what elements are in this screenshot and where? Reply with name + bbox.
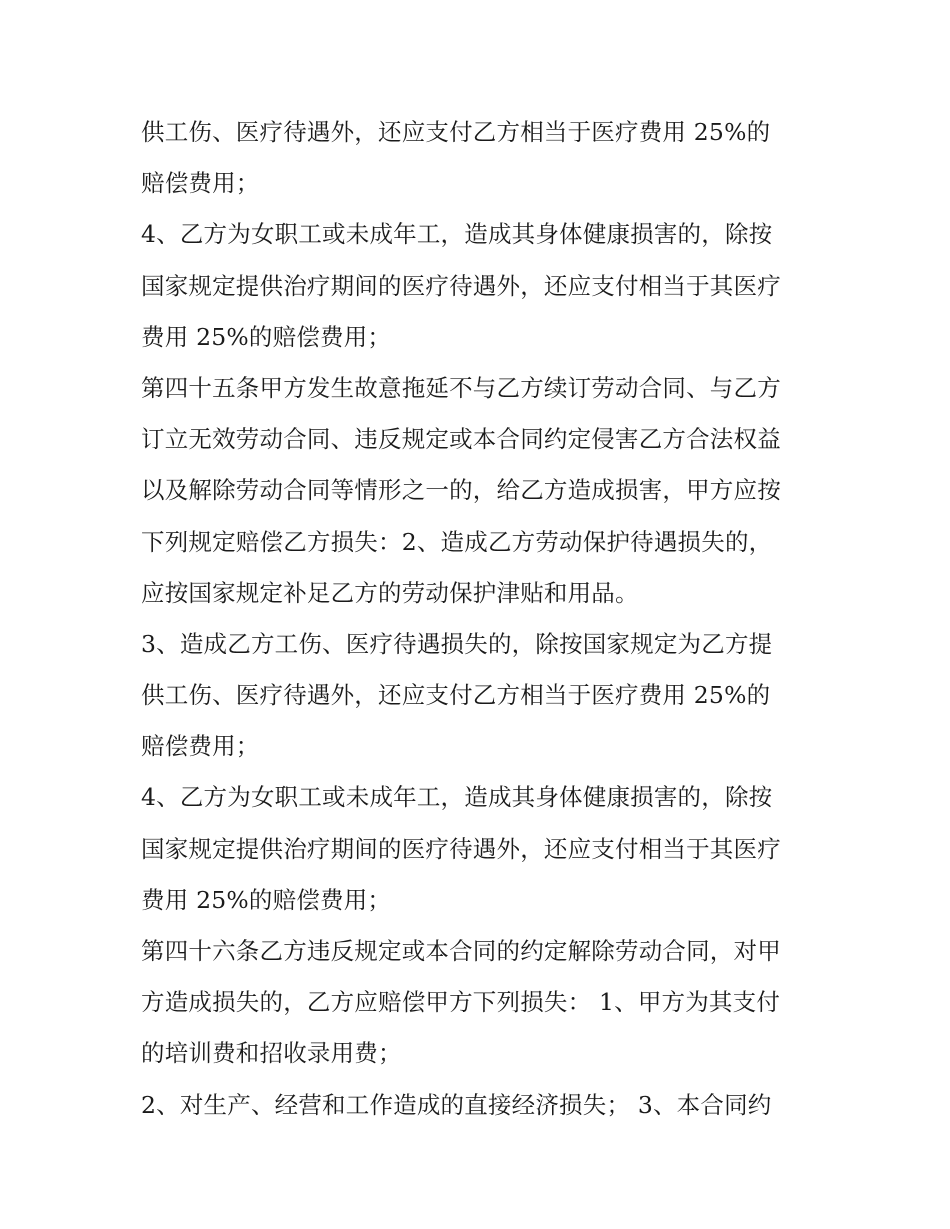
- text-line: 供工伤、医疗待遇外，还应支付乙方相当于医疗费用 25%的: [141, 681, 771, 710]
- text-line: 赔偿费用；: [141, 169, 260, 198]
- text-line: 费用 25%的赔偿费用；: [141, 885, 392, 914]
- text-line: 2、对生产、经营和工作造成的直接经济损失； 3、本合同约: [141, 1090, 772, 1119]
- text-line: 以及解除劳动合同等情形之一的，给乙方造成损害，甲方应按: [141, 476, 781, 505]
- text-line: 订立无效劳动合同、违反规定或本合同约定侵害乙方合法权益: [141, 425, 781, 454]
- text-line: 方造成损失的，乙方应赔偿甲方下列损失： 1、甲方为其支付: [141, 988, 781, 1017]
- text-line: 国家规定提供治疗期间的医疗待遇外，还应支付相当于其医疗: [141, 271, 781, 300]
- text-line: 赔偿费用；: [141, 732, 260, 761]
- text-line: 4、乙方为女职工或未成年工，造成其身体健康损害的，除按: [141, 783, 773, 812]
- text-line: 4、乙方为女职工或未成年工，造成其身体健康损害的，除按: [141, 220, 773, 249]
- text-line: 应按国家规定补足乙方的劳动保护津贴和用品。: [141, 578, 639, 607]
- text-line: 3、造成乙方工伤、医疗待遇损失的，除按国家规定为乙方提: [141, 629, 773, 658]
- text-line: 第四十五条甲方发生故意拖延不与乙方续订劳动合同、与乙方: [141, 373, 781, 402]
- text-line: 供工伤、医疗待遇外，还应支付乙方相当于医疗费用 25%的: [141, 118, 771, 146]
- text-line: 下列规定赔偿乙方损失：2、造成乙方劳动保护待遇损失的，: [141, 527, 773, 556]
- text-line: 第四十六条乙方违反规定或本合同的约定解除劳动合同，对甲: [141, 937, 781, 965]
- text-line: 国家规定提供治疗期间的医疗待遇外，还应支付相当于其医疗: [141, 834, 781, 863]
- text-line: 费用 25%的赔偿费用；: [141, 322, 392, 351]
- document-body: [141, 107, 831, 1131]
- text-line: 的培训费和招收录用费；: [141, 1039, 402, 1068]
